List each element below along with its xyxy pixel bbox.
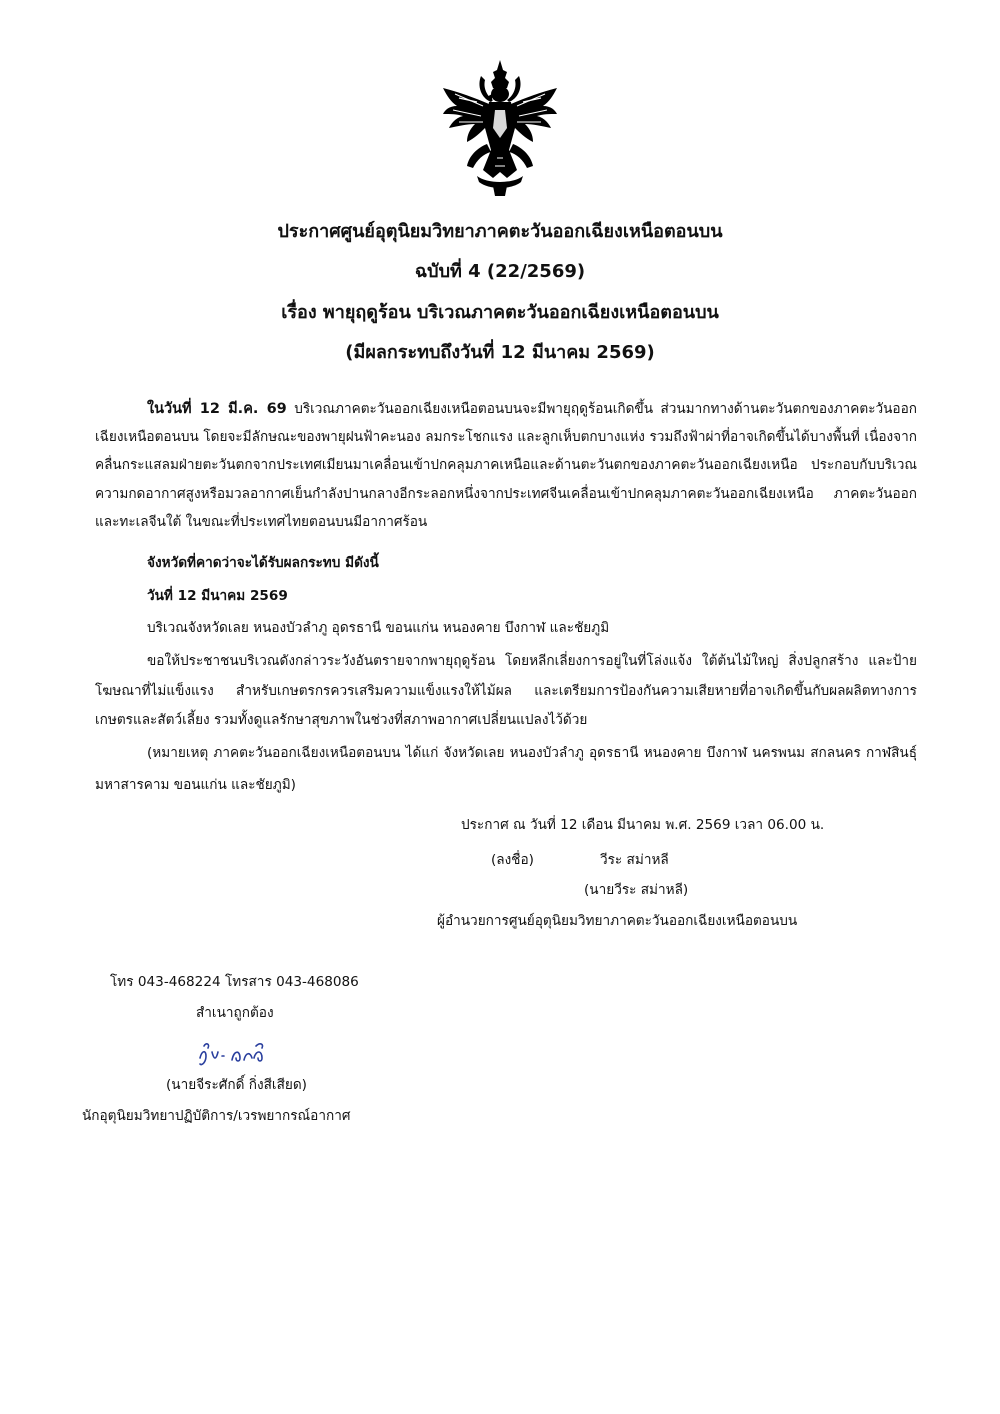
- announcement-title: ประกาศศูนย์อุตุนิยมวิทยาภาคตะวันออกเฉียงเหนือตอนบน: [277, 221, 723, 242]
- handwritten-signature-icon: [196, 1040, 272, 1070]
- affected-date-heading: วันที่ 12 มีนาคม 2569: [147, 588, 288, 604]
- announcement-subject: เรื่อง พายุฤดูร้อน บริเวณภาคตะวันออกเฉียงเหนือตอนบน: [281, 302, 719, 323]
- signer-name: วีระ สม่าหลี: [600, 852, 669, 868]
- signer-position: ผู้อำนวยการศูนย์อุตุนิยมวิทยาภาคตะวันออกเฉียงเหนือตอนบน: [437, 913, 798, 929]
- announcement-effective-date: (มีผลกระทบถึงวันที่ 12 มีนาคม 2569): [345, 342, 655, 363]
- signed-label: (ลงชื่อ): [491, 852, 534, 868]
- contact-phone-fax: โทร 043-468224 โทรสาร 043-468086: [110, 974, 359, 990]
- announcement-date-line: ประกาศ ณ วันที่ 12 เดือน มีนาคม พ.ศ. 2569 เวลา 06.00 น.: [461, 817, 825, 833]
- certifier-name: (นายจีระศักดิ์ กิ่งสีเสียด): [166, 1077, 307, 1093]
- announcement-issue-number: ฉบับที่ 4 (22/2569): [414, 261, 586, 282]
- main-paragraph-text: บริเวณภาคตะวันออกเฉียงเหนือตอนบนจะมีพายุฤดูร้อนเกิดขึ้น ส่วนมากทางด้านตะวันตกของภาคตะวันออกเฉียงเหนือตอนบน โดยจะมีลักษณะของพายุฝนฟ้าคะนอง ลมกระโชกแรง และลูกเห็บตกบางแห่ง รวมถึงฟ้าผ่าที่อาจเกิดขึ้นได้บางพื้นที่ เนื่องจากคลื่นกระแสลมฝ่ายตะวันตกจากประเทศเมียนมาเคลื่อนเข้าปกคลุมภาคเหนือและด้านตะวันตกของภาคตะวันออกเฉียงเหนือ ประกอบกับบริเวณความกดอากาศสูงหรือมวลอากาศเย็นกำลังปานกลางอีกระลอกหนึ่งจากประเทศจีนเคลื่อนเข้าปกคลุมภาคตะวันออกเฉียงเหนือ ภาคตะวันออก และทะเลจีนใต้ ในขณะที่ประเทศไทยตอนบนมีอากาศร้อน: [95, 401, 917, 530]
- certifier-position: นักอุตุนิยมวิทยาปฏิบัติการ/เวรพยากรณ์อากาศ: [82, 1108, 351, 1124]
- safety-advice-paragraph: ขอให้ประชาชนบริเวณดังกล่าวระวังอันตรายจากพายุฤดูร้อน โดยหลีกเลี่ยงการอยู่ในที่โล่งแจ้ง ใต้ต้นไม้ใหญ่ สิ่งปลูกสร้าง และป้ายโฆษณาที่ไม่แข็งแรง สำหรับเกษตรกรควรเสริมความแข็งแรงให้ไม้ผล และเตรียมการป้องกันความเสียหายที่อาจเกิดขึ้นกับผลผลิตทางการเกษตรและสัตว์เลี้ยง รวมทั้งดูแลรักษาสุขภาพในช่วงที่สภาพอากาศเปลี่ยนแปลงไว้ด้วย: [95, 653, 917, 728]
- garuda-emblem-icon: [437, 58, 563, 198]
- certified-copy-label: สำเนาถูกต้อง: [196, 1005, 274, 1021]
- main-paragraph: [95, 395, 917, 536]
- main-paragraph-lead: ในวันที่ 12 มี.ค. 69: [147, 401, 287, 417]
- affected-provinces-heading: จังหวัดที่คาดว่าจะได้รับผลกระทบ มีดังนี้: [147, 555, 379, 571]
- signer-full-name: (นายวีระ สม่าหลี): [584, 882, 689, 898]
- affected-provinces-list: บริเวณจังหวัดเลย หนองบัวลำภู อุดรธานี ขอนแก่น หนองคาย บึงกาฬ และชัยภูมิ: [147, 620, 610, 636]
- region-note-paragraph: (หมายเหตุ ภาคตะวันออกเฉียงเหนือตอนบน ได้แก่ จังหวัดเลย หนองบัวลำภู อุดรธานี หนองคาย บึงกาฬ นครพนม สกลนคร กาฬสินธุ์ มหาสารคาม ขอนแก่น และชัยภูมิ): [95, 745, 917, 793]
